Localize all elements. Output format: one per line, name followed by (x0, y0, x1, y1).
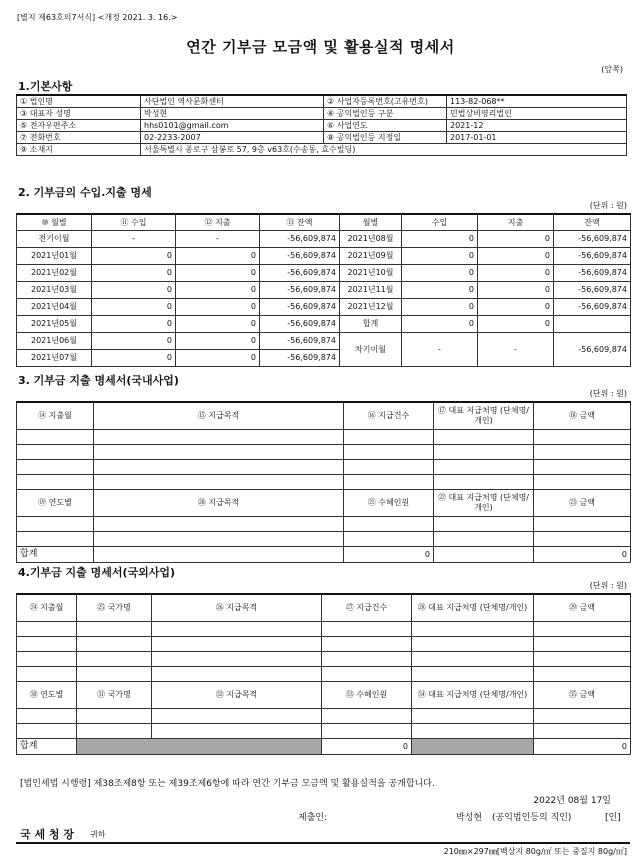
col-header: ⑱ 금액 (534, 402, 631, 429)
cell (94, 474, 344, 489)
total-label: 합계 (17, 546, 94, 562)
month: 2021년06월 (17, 332, 92, 349)
table-row (17, 230, 631, 247)
cell (534, 531, 631, 546)
col-header: ⑫ 지출 (176, 214, 260, 230)
income-expense-table (16, 213, 631, 367)
value: 박성현 (141, 108, 324, 120)
cell (344, 444, 434, 459)
carry-month: 차기이월 (340, 332, 402, 366)
empty-row (17, 444, 631, 459)
cell (94, 546, 344, 562)
table-row (17, 247, 631, 264)
income: 0 (402, 247, 478, 264)
income: 0 (92, 281, 176, 298)
month: 2021년07월 (17, 349, 92, 366)
col-header: ㉚ 연도별 (17, 681, 77, 708)
shaded-cell (77, 738, 322, 754)
table-row (17, 332, 631, 349)
income: 0 (402, 264, 478, 281)
empty-row (17, 636, 631, 651)
cell (17, 708, 77, 723)
income: 0 (92, 332, 176, 349)
submitter-role: (공익법인등의 직인) (492, 813, 572, 823)
expense: 0 (478, 230, 554, 247)
balance: -56,609,874 (260, 281, 340, 298)
cell (412, 723, 534, 738)
cell (534, 636, 631, 651)
submission-date: 2022년 08월 17일 (533, 796, 611, 806)
balance: -56,609,874 (554, 281, 631, 298)
col-header: ㉔ 지출월 (17, 594, 77, 621)
col-header: ㉛ 국가명 (77, 681, 152, 708)
total-label: 합계 (17, 738, 77, 754)
cell (17, 531, 94, 546)
col-header: 수입 (402, 214, 478, 230)
col-header: ⑬ 잔액 (260, 214, 340, 230)
income: 0 (402, 315, 478, 332)
balance: -56,609,874 (260, 315, 340, 332)
col-header: ㉟ 금액 (534, 681, 631, 708)
carry-expense: - (478, 332, 554, 366)
cell (322, 651, 412, 666)
expense: 0 (478, 264, 554, 281)
cell (534, 621, 631, 636)
cell (152, 636, 322, 651)
cell (17, 429, 94, 444)
label: ⑧ 공익법인등 지정일 (324, 132, 447, 144)
month: 2021년04월 (17, 298, 92, 315)
cell (412, 651, 534, 666)
income: 0 (402, 298, 478, 315)
col-header: ㉖ 지급목적 (152, 594, 322, 621)
cell (17, 723, 77, 738)
value: hhs0101@gmail.com (141, 120, 324, 132)
address-value: 서울특별시 종로구 삼봉로 57, 9층 v63호(수송동, 효수빌딩) (141, 144, 627, 156)
expense: 0 (176, 298, 260, 315)
basic-row (17, 120, 627, 132)
header-row (17, 214, 631, 230)
cell (17, 516, 94, 531)
empty-row (17, 459, 631, 474)
cell (322, 636, 412, 651)
submitter-label: 제출인: (298, 813, 328, 823)
basic-row (17, 95, 627, 108)
expense: 0 (176, 247, 260, 264)
empty-row (17, 708, 631, 723)
income: 0 (92, 315, 176, 332)
cell (534, 708, 631, 723)
month: 2021년08월 (340, 230, 402, 247)
cell (412, 708, 534, 723)
cell (534, 459, 631, 474)
domestic-expense-table (16, 401, 631, 563)
col-header: ㉞ 대표 지급처명 (단체명/개인) (412, 681, 534, 708)
income: 0 (92, 264, 176, 281)
cell (77, 723, 152, 738)
cell (77, 651, 152, 666)
balance: -56,609,874 (554, 264, 631, 281)
expense: 0 (176, 332, 260, 349)
cell (94, 429, 344, 444)
col-header: ⑭ 지출월 (17, 402, 94, 429)
empty-row (17, 429, 631, 444)
section-4-title: 4.기부금 지출 명세서(국외사업) (18, 566, 176, 579)
total-count: 0 (322, 738, 412, 754)
month: 2021년09월 (340, 247, 402, 264)
page-mark: (앞쪽) (601, 65, 623, 74)
cell (534, 429, 631, 444)
expense: 0 (176, 264, 260, 281)
seal-mark: [인] (605, 813, 621, 823)
cell (322, 621, 412, 636)
basic-info-table (16, 94, 627, 156)
expense: 0 (176, 281, 260, 298)
expense: 0 (478, 281, 554, 298)
label: ① 법인명 (17, 95, 141, 108)
submitter-name: 박성현 (456, 813, 483, 823)
cell (434, 459, 534, 474)
cell (17, 621, 77, 636)
empty-row (17, 531, 631, 546)
col-header: ㉓ 금액 (534, 489, 631, 516)
basic-row (17, 108, 627, 120)
balance: -56,609,874 (260, 264, 340, 281)
cell (17, 636, 77, 651)
cell (534, 723, 631, 738)
cell (534, 516, 631, 531)
table-row (17, 281, 631, 298)
address-row (17, 144, 627, 156)
month: 2021년02월 (17, 264, 92, 281)
value: 02-2233-2007 (141, 132, 324, 144)
label: ⑦ 전화번호 (17, 132, 141, 144)
legal-statement: [법인세법 시행령] 제38조제8항 또는 제39조제6항에 따라 연간 기부금 모금액 및 활용실적을 공개합니다. (20, 779, 435, 789)
cell (94, 459, 344, 474)
cell (534, 651, 631, 666)
income: 0 (402, 230, 478, 247)
page-title: 연간 기부금 모금액 및 활용실적 명세서 (186, 38, 455, 56)
cell (534, 474, 631, 489)
income: 0 (92, 298, 176, 315)
cell (17, 474, 94, 489)
cell (534, 444, 631, 459)
bottom-rule (16, 842, 630, 844)
cell (77, 621, 152, 636)
cell (77, 708, 152, 723)
cell (152, 708, 322, 723)
month: 2021년03월 (17, 281, 92, 298)
month: 2021년10월 (340, 264, 402, 281)
section-4-unit: (단위 : 원) (589, 581, 627, 590)
cell (344, 459, 434, 474)
income: 0 (402, 281, 478, 298)
section-1-title: 1.기본사항 (18, 80, 73, 93)
label: ④ 공익법인등 구분 (324, 108, 447, 120)
value: 113-82-068** (447, 95, 627, 108)
section-2-title: 2. 기부금의 수입.지출 명세 (18, 186, 152, 199)
balance: -56,609,874 (260, 247, 340, 264)
empty-row (17, 666, 631, 681)
cell (77, 636, 152, 651)
balance (554, 315, 631, 332)
month: 합계 (340, 315, 402, 332)
paper-spec: 210㎜×297㎜[백상지 80g/㎡ 또는 중질지 80g/㎡] (443, 847, 627, 856)
addressee: 국 세 청 장 (20, 828, 74, 841)
month: 2021년05월 (17, 315, 92, 332)
col-header: ⑳ 지급목적 (94, 489, 344, 516)
cell (152, 666, 322, 681)
col-header: ⑯ 지급건수 (344, 402, 434, 429)
cell (434, 474, 534, 489)
col-header: 월별 (340, 214, 402, 230)
balance: -56,609,874 (260, 230, 340, 247)
label: ⑥ 사업연도 (324, 120, 447, 132)
carry-income: - (402, 332, 478, 366)
cell (94, 444, 344, 459)
col-header: ㉝ 수혜인원 (322, 681, 412, 708)
section-3-title: 3. 기부금 지출 명세서(국내사업) (18, 374, 179, 387)
total-row (17, 738, 631, 754)
cell (17, 459, 94, 474)
total-row (17, 546, 631, 562)
form-tag: [별지 제63호의7서식] <개정 2021. 3. 16.> (17, 13, 178, 22)
cell (94, 516, 344, 531)
cell (344, 531, 434, 546)
total-count: 0 (344, 546, 434, 562)
cell (344, 516, 434, 531)
balance: -56,609,874 (554, 298, 631, 315)
month: 2021년11월 (340, 281, 402, 298)
expense: 0 (176, 349, 260, 366)
cell (152, 621, 322, 636)
month: 2021년12월 (340, 298, 402, 315)
cell (344, 429, 434, 444)
cell (434, 429, 534, 444)
cell (322, 666, 412, 681)
col-header: ⑰ 대표 지급처명 (단체명/개인) (434, 402, 534, 429)
income: 0 (92, 349, 176, 366)
cell (434, 531, 534, 546)
cell (344, 474, 434, 489)
col-header: ⑮ 지급목적 (94, 402, 344, 429)
header-row (17, 594, 631, 621)
label: ⑤ 전자우편주소 (17, 120, 141, 132)
header-row (17, 402, 631, 429)
cell (412, 666, 534, 681)
table-row (17, 315, 631, 332)
section-3-unit: (단위 : 원) (589, 389, 627, 398)
col-header: ㉜ 지급목적 (152, 681, 322, 708)
table-row (17, 264, 631, 281)
col-header: ㉗ 지급건수 (322, 594, 412, 621)
value: 2021-12 (447, 120, 627, 132)
expense: 0 (176, 315, 260, 332)
cell (94, 531, 344, 546)
cell (534, 666, 631, 681)
empty-row (17, 651, 631, 666)
balance: -56,609,874 (260, 332, 340, 349)
table-row (17, 298, 631, 315)
col-header: ㉒ 대표 지급처명 (단체명/개인) (434, 489, 534, 516)
cell (412, 621, 534, 636)
expense: 0 (478, 247, 554, 264)
address-label: ⑨ 소재지 (17, 144, 141, 156)
shaded-cell (412, 738, 534, 754)
income: 0 (92, 247, 176, 264)
month: 전기이월 (17, 230, 92, 247)
expense: - (176, 230, 260, 247)
total-amount: 0 (534, 546, 631, 562)
empty-row (17, 723, 631, 738)
col-header: ㉙ 금액 (534, 594, 631, 621)
header-row (17, 489, 631, 516)
basic-row (17, 132, 627, 144)
honorific: 귀하 (90, 830, 106, 839)
carry-balance: -56,609,874 (554, 332, 631, 366)
col-header: 잔액 (554, 214, 631, 230)
expense: 0 (478, 298, 554, 315)
value: 민법상비영리법인 (447, 108, 627, 120)
col-header: ⑲ 연도별 (17, 489, 94, 516)
balance: -56,609,874 (554, 230, 631, 247)
cell (434, 516, 534, 531)
month: 2021년01월 (17, 247, 92, 264)
cell (152, 651, 322, 666)
cell (17, 666, 77, 681)
value: 2017-01-01 (447, 132, 627, 144)
col-header: ㉕ 국가명 (77, 594, 152, 621)
balance: -56,609,874 (554, 247, 631, 264)
cell (77, 666, 152, 681)
total-amount: 0 (534, 738, 631, 754)
balance: -56,609,874 (260, 349, 340, 366)
col-header: ⑪ 수입 (92, 214, 176, 230)
col-header: 지출 (478, 214, 554, 230)
col-header: ⑩ 월별 (17, 214, 92, 230)
header-row (17, 681, 631, 708)
expense: 0 (478, 315, 554, 332)
section-2-unit: (단위 : 원) (589, 201, 627, 210)
label: ② 사업자등록번호(고유번호) (324, 95, 447, 108)
empty-row (17, 516, 631, 531)
empty-row (17, 621, 631, 636)
empty-row (17, 474, 631, 489)
cell (152, 723, 322, 738)
income: - (92, 230, 176, 247)
cell (17, 444, 94, 459)
cell (17, 651, 77, 666)
cell (322, 723, 412, 738)
col-header: ㉘ 대표 지급처명 (단체명/개인) (412, 594, 534, 621)
value: 사단법인 역사문화센터 (141, 95, 324, 108)
overseas-expense-table (16, 593, 631, 755)
cell (322, 708, 412, 723)
cell (434, 444, 534, 459)
col-header: ㉑ 수혜인원 (344, 489, 434, 516)
cell (412, 636, 534, 651)
balance: -56,609,874 (260, 298, 340, 315)
label: ③ 대표자 성명 (17, 108, 141, 120)
cell (434, 546, 534, 562)
